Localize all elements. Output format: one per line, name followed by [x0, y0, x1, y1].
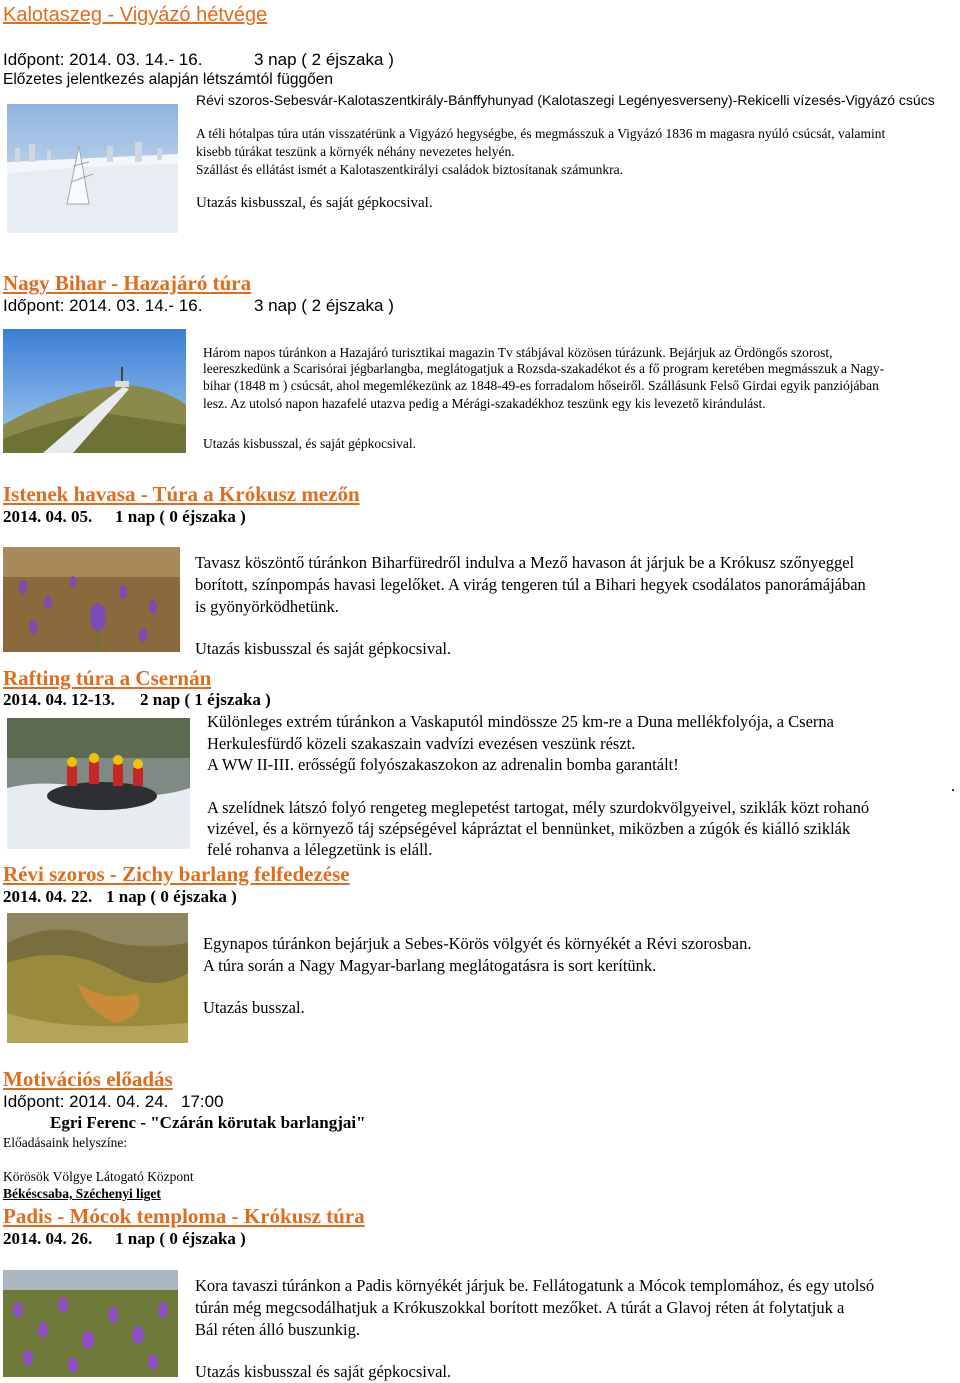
- duration-text: 1 nap ( 0 éjszaka ): [115, 1229, 246, 1248]
- duration-text: 1 nap ( 0 éjszaka ): [106, 887, 237, 906]
- rafting-desc-2: Herkulesfürdő közeli szakaszain vadvízi evezésen veszünk részt.: [207, 734, 636, 753]
- route-text: Révi szoros-Sebesvár-Kalotaszentkirály-Bánffyhunyad (Kalotaszegi Legényesverseny)-Rekicelli vízesés-Vigyázó csúcs: [196, 92, 935, 108]
- rafting-desc-4: A szelídnek látszó folyó rengeteg meglepetést tartogat, mély szurdokvölgyeivel, sziklák közt rohanó: [207, 798, 870, 817]
- bihar-travel: Utazás kisbusszal, és saját gépkocsival.: [203, 436, 416, 451]
- date-text: 2014. 04. 26.: [3, 1229, 93, 1248]
- gorge-photo: [7, 913, 188, 1043]
- istenek-travel: Utazás kisbusszal és saját gépkocsival.: [195, 639, 452, 658]
- section-title-kalotaszeg[interactable]: Kalotaszeg - Vigyázó hétvége: [3, 4, 268, 26]
- padis-desc-1: Kora tavaszi túránkon a Padis környékét járjuk be. Fellátogatunk a Mócok templomához, és egy utolsó: [195, 1276, 875, 1295]
- rafting-desc-1: Különleges extrém túránkon a Vaskaputól mindössze 25 km-re a Duna mellékfolyója, a Cserna: [207, 712, 834, 731]
- crocus-meadow-photo: [3, 1270, 178, 1377]
- istenek-desc-1: Tavasz köszöntő túránkon Biharfüredről indulva a Mező havason át járjuk be a Krókusz szőnyeggel: [195, 553, 855, 572]
- speaker-text: Egri Ferenc - "Czárán körutak barlangjai": [50, 1113, 366, 1132]
- date-text: 2014. 04. 22.: [3, 887, 93, 906]
- rafting-dot: .: [951, 776, 956, 795]
- revi-desc-2: A túra során a Nagy Magyar-barlang meglátogatásra is sort kerítünk.: [203, 956, 657, 975]
- rafting-desc-6: felé rohanva a lélegzetünk is eláll.: [207, 840, 433, 859]
- venue-label: Előadásaink helyszíne:: [3, 1135, 128, 1150]
- section-title-revi[interactable]: Révi szoros - Zichy barlang felfedezése: [3, 862, 350, 886]
- revi-travel: Utazás busszal.: [203, 998, 305, 1017]
- duration-text: 2 nap ( 1 éjszaka ): [140, 690, 271, 709]
- address-text: Békéscsaba, Széchenyi liget: [3, 1186, 161, 1201]
- padis-travel: Utazás kisbusszal és saját gépkocsival.: [195, 1362, 452, 1381]
- istenek-desc-3: is gyönyörködhetünk.: [195, 597, 339, 616]
- section-title-istenek[interactable]: Istenek havasa - Túra a Krókusz mezőn: [3, 482, 360, 506]
- duration-text: 1 nap ( 0 éjszaka ): [115, 507, 246, 526]
- registration-note: Előzetes jelentkezés alapján létszámtól függően: [3, 71, 334, 88]
- bihar-desc-2: leereszkedünk a Scarisórai jégbarlangba, meglátogatjuk a Rozsda-szakadékot és a fő program keretében megmásszuk a Nagy-: [203, 361, 885, 376]
- kalotaszeg-desc-3: Szállást és ellátást ismét a Kalotaszentkirályi családok biztosítanak számunkra.: [196, 162, 623, 177]
- duration-text: 3 nap ( 2 éjszaka ): [254, 296, 394, 315]
- date-label: Időpont: 2014. 03. 14.- 16.: [3, 296, 203, 315]
- bihar-desc-3: bihar (1848 m ) csúcsát, ahol megemlékezünk az 1848-49-es forradalom hőseiről. Szállásunk Felső Girdai egyik panziójában: [203, 378, 879, 393]
- date-label: Időpont: 2014. 04. 24.: [3, 1092, 169, 1111]
- kalotaszeg-travel: Utazás kisbusszal, és saját gépkocsival.: [196, 195, 433, 211]
- bihar-desc-1: Három napos túránkon a Hazajáró turisztikai magazin Tv stábjával közösen túrázunk. Bejárjuk az Ördöngős szorost,: [203, 345, 833, 360]
- mountain-ridge-photo: [3, 329, 186, 453]
- kalotaszeg-desc-2: kisebb túrákat teszünk a környék néhány nevezetes helyén.: [196, 144, 515, 159]
- venue-text: Körösök Völgye Látogató Központ: [3, 1169, 194, 1184]
- date-text: 2014. 04. 05.: [3, 507, 93, 526]
- kalotaszeg-desc-1: A téli hótalpas túra után visszatérünk a Vigyázó hegységbe, és megmásszuk a Vigyázó 1836 m magasra nyúló csúcsát, valamint: [196, 126, 886, 141]
- section-title-rafting[interactable]: Rafting túra a Csernán: [3, 666, 212, 690]
- time-text: 17:00: [181, 1092, 224, 1111]
- section-title-padis[interactable]: Padis - Mócok temploma - Krókusz túra: [3, 1204, 365, 1228]
- duration-text: 3 nap ( 2 éjszaka ): [254, 50, 394, 69]
- crocus-field-photo: [3, 547, 180, 652]
- padis-desc-2: túrán még megcsodálhatjuk a Krókuszokkal borított mezőket. A túrát a Glavoj réten át folytatjuk a: [195, 1298, 845, 1317]
- snow-trees-photo: [7, 104, 178, 233]
- padis-desc-3: Bál réten álló buszunkig.: [195, 1320, 360, 1339]
- date-text: 2014. 04. 12-13.: [3, 690, 115, 709]
- istenek-desc-2: borított, színpompás havasi legelőket. A virág tengeren túl a Bihari hegyek csodálatos panorámájában: [195, 575, 866, 594]
- rafting-desc-5: vizével, és a környező táj szépségével kápráztat el bennünket, miközben a zúgók és kiálló sziklák: [207, 819, 851, 838]
- section-title-motivacio[interactable]: Motivációs előadás: [3, 1067, 173, 1091]
- revi-desc-1: Egynapos túránkon bejárjuk a Sebes-Körös völgyét és környékét a Révi szorosban.: [203, 934, 752, 953]
- rafting-desc-3: A WW II-III. erősségű folyószakaszokon az adrenalin bomba garantált!: [207, 755, 679, 774]
- date-label: Időpont: 2014. 03. 14.- 16.: [3, 50, 203, 69]
- bihar-desc-4: lesz. Az utolsó napon hazafelé utazva pedig a Mérági-szakadékhoz teszünk egy kis levezető kirándulást.: [203, 396, 766, 411]
- rafting-photo: [7, 718, 190, 849]
- section-title-bihar[interactable]: Nagy Bihar - Hazajáró túra: [3, 271, 252, 295]
